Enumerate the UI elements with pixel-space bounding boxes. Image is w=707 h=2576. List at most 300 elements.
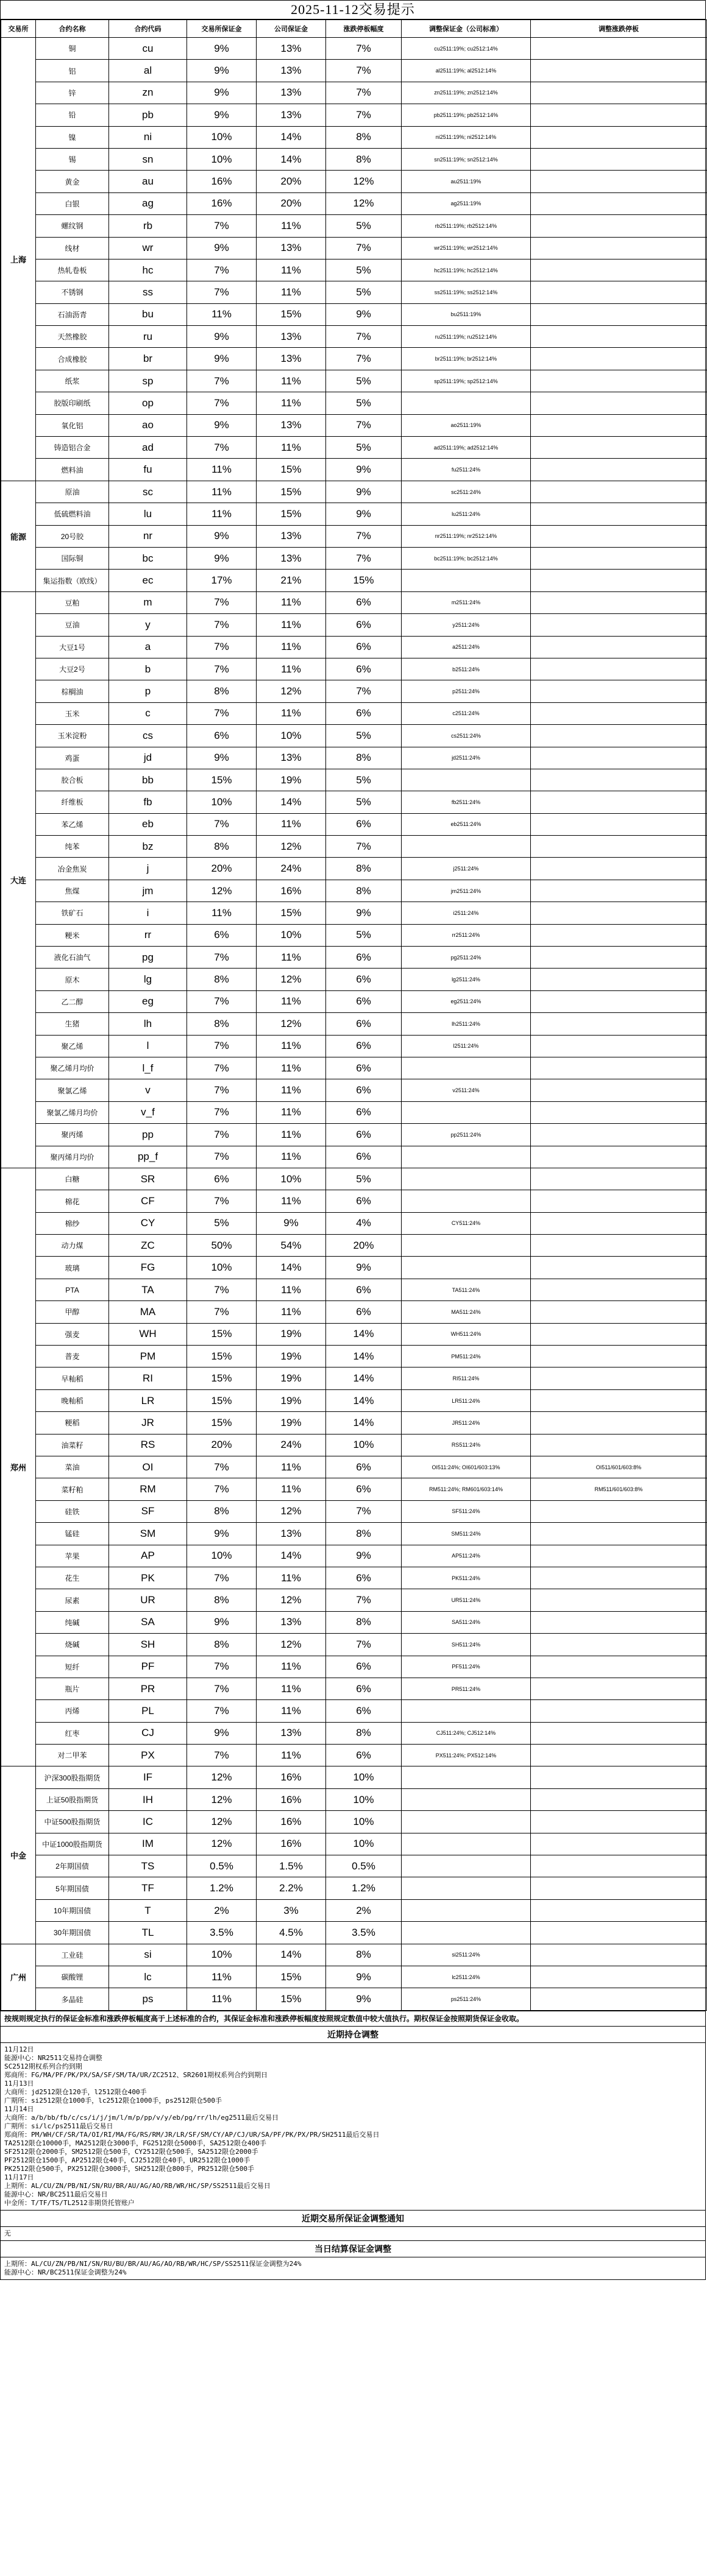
company-margin: 19% [257,1323,326,1345]
adjusted-price-limit [531,1545,707,1567]
contract-name: 聚丙烯月均价 [36,1146,109,1168]
contract-name: 铸造铝合金 [36,437,109,459]
contract-name: 焦煤 [36,880,109,902]
adjusted-margin: eg2511:24% [402,990,531,1012]
contract-name: 菜油 [36,1456,109,1478]
adjusted-price-limit [531,969,707,990]
contract-name: 早籼稻 [36,1367,109,1389]
company-margin: 15% [257,1988,326,2010]
adjusted-margin [402,1922,531,1944]
company-margin: 21% [257,570,326,591]
table-row [1,858,707,880]
contract-code: LR [109,1389,187,1411]
company-margin: 11% [257,1035,326,1057]
price-limit: 10% [326,1434,402,1456]
company-margin: 13% [257,1611,326,1633]
price-limit: 6% [326,947,402,969]
adjusted-price-limit [531,1212,707,1234]
adjusted-price-limit [531,1944,707,1966]
adjusted-price-limit [531,481,707,503]
contract-name: 胶合板 [36,769,109,791]
price-limit: 6% [326,636,402,658]
company-margin: 16% [257,880,326,902]
exchange-margin: 7% [187,1456,257,1478]
adjusted-margin: CY511:24% [402,1212,531,1234]
contract-code: ru [109,326,187,348]
table-row [1,481,707,503]
adjusted-price-limit [531,547,707,569]
adjusted-margin [402,1855,531,1877]
contract-code: lg [109,969,187,990]
exchange-margin: 9% [187,414,257,436]
contract-code: wr [109,237,187,259]
contract-name: 铁矿石 [36,902,109,924]
contract-code: c [109,702,187,724]
price-limit: 6% [326,1700,402,1722]
adjusted-margin [402,1833,531,1855]
exchange-margin: 3.5% [187,1922,257,1944]
adjusted-price-limit [531,60,707,82]
contract-name: 纤维板 [36,791,109,813]
table-row [1,1257,707,1279]
table-row [1,1788,707,1810]
contract-name: 锡 [36,148,109,170]
price-limit: 7% [326,60,402,82]
contract-name: 20号胶 [36,525,109,547]
company-margin: 11% [257,1745,326,1766]
contract-name: 氧化铝 [36,414,109,436]
adjusted-margin: wr2511:19%; wr2512:14% [402,237,531,259]
contract-code: lu [109,503,187,525]
adjusted-price-limit [531,1101,707,1123]
adjusted-price-limit [531,1389,707,1411]
table-row [1,392,707,414]
adjusted-price-limit [531,1855,707,1877]
adjusted-price-limit [531,747,707,769]
exchange-margin: 12% [187,1833,257,1855]
contract-name: 集运指数（欧线） [36,570,109,591]
price-limit: 6% [326,1035,402,1057]
company-margin: 16% [257,1833,326,1855]
company-margin: 14% [257,791,326,813]
company-margin: 24% [257,1434,326,1456]
exchange-margin: 8% [187,1589,257,1611]
company-margin: 11% [257,1456,326,1478]
adjusted-margin [402,769,531,791]
adjusted-margin: ss2511:19%; ss2512:14% [402,281,531,303]
adjusted-margin [402,1168,531,1190]
column-header: 涨跌停板幅度 [326,20,402,38]
adjusted-margin: PK511:24% [402,1567,531,1589]
company-margin: 15% [257,1966,326,1988]
price-limit: 1.2% [326,1877,402,1899]
table-row [1,902,707,924]
contract-name: 冶金焦炭 [36,858,109,880]
adjusted-price-limit [531,591,707,613]
contract-name: 豆油 [36,614,109,636]
contract-code: fu [109,459,187,481]
contract-code: bz [109,836,187,858]
adjusted-margin: JR511:24% [402,1412,531,1434]
table-row [1,60,707,82]
table-row [1,1235,707,1257]
price-limit: 6% [326,1101,402,1123]
company-margin: 10% [257,725,326,747]
table-row [1,259,707,281]
contract-code: hc [109,259,187,281]
exchange-margin: 11% [187,902,257,924]
table-row [1,1035,707,1057]
exchange-margin: 7% [187,1301,257,1323]
price-limit: 8% [326,1523,402,1545]
contract-name: 工业硅 [36,1944,109,1966]
adjusted-margin: SH511:24% [402,1634,531,1656]
section-body: 无 [1,2226,705,2240]
contract-name: 白糖 [36,1168,109,1190]
company-margin: 13% [257,82,326,104]
company-margin: 2.2% [257,1877,326,1899]
exchange-margin: 8% [187,1634,257,1656]
contract-code: bb [109,769,187,791]
company-margin: 13% [257,326,326,348]
price-limit: 6% [326,658,402,680]
contract-name: 甲醇 [36,1301,109,1323]
table-row [1,348,707,370]
contract-code: PM [109,1346,187,1367]
adjusted-price-limit [531,525,707,547]
company-margin: 14% [257,1545,326,1567]
contract-code: IC [109,1811,187,1833]
table-row [1,725,707,747]
contract-name: 聚丙烯 [36,1124,109,1146]
contract-code: rb [109,215,187,237]
adjusted-margin: RS511:24% [402,1434,531,1456]
contract-code: op [109,392,187,414]
company-margin: 11% [257,1478,326,1500]
table-row [1,437,707,459]
table-row [1,791,707,813]
price-limit: 7% [326,348,402,370]
table-row [1,1722,707,1744]
company-margin: 15% [257,902,326,924]
contract-name: 聚乙烯月均价 [36,1057,109,1079]
contract-name: 镍 [36,126,109,148]
price-limit: 8% [326,148,402,170]
exchange-margin: 9% [187,348,257,370]
adjusted-price-limit [531,38,707,60]
table-row [1,1101,707,1123]
contract-name: 沪深300股指期货 [36,1766,109,1788]
price-limit: 8% [326,747,402,769]
contract-code: a [109,636,187,658]
adjusted-price-limit [531,1877,707,1899]
exchange-margin: 10% [187,1944,257,1966]
table-row [1,1634,707,1656]
adjusted-price-limit: RM511/601/603:8% [531,1478,707,1500]
table-row [1,414,707,436]
adjusted-margin: LR511:24% [402,1389,531,1411]
company-margin: 19% [257,1389,326,1411]
contract-code: MA [109,1301,187,1323]
exchange-margin: 7% [187,1146,257,1168]
table-row [1,1079,707,1101]
contract-name: 玉米淀粉 [36,725,109,747]
price-limit: 9% [326,1966,402,1988]
exchange-margin: 11% [187,503,257,525]
exchange-margin: 11% [187,303,257,325]
adjusted-price-limit [531,902,707,924]
exchange-margin: 9% [187,1611,257,1633]
contract-name: 纯苯 [36,836,109,858]
price-limit: 7% [326,680,402,702]
contract-name: 花生 [36,1567,109,1589]
contract-name: 聚氯乙烯 [36,1079,109,1101]
margin-table [1,19,707,2011]
company-margin: 13% [257,747,326,769]
exchange-margin: 7% [187,370,257,392]
price-limit: 7% [326,547,402,569]
adjusted-price-limit [531,370,707,392]
company-margin: 11% [257,1190,326,1212]
adjusted-price-limit [531,303,707,325]
price-limit: 5% [326,259,402,281]
adjusted-price-limit [531,1412,707,1434]
contract-name: 短纤 [36,1656,109,1678]
company-margin: 12% [257,1634,326,1656]
company-margin: 19% [257,1367,326,1389]
price-limit: 7% [326,38,402,60]
contract-name: 粳稻 [36,1412,109,1434]
adjusted-price-limit [531,192,707,214]
exchange-margin: 7% [187,392,257,414]
contract-code: TL [109,1922,187,1944]
contract-name: 豆粕 [36,591,109,613]
price-limit: 6% [326,813,402,835]
adjusted-price-limit [531,1523,707,1545]
exchange-margin: 8% [187,1500,257,1522]
adjusted-price-limit [531,104,707,126]
table-row [1,747,707,769]
contract-code: SM [109,1523,187,1545]
table-row [1,1389,707,1411]
adjusted-margin: ru2511:19%; ru2512:14% [402,326,531,348]
exchange-margin: 11% [187,1988,257,2010]
section-title: 近期交易所保证金调整通知 [1,2210,705,2226]
adjusted-price-limit [531,82,707,104]
price-limit: 5% [326,725,402,747]
price-limit: 6% [326,1057,402,1079]
adjusted-margin: PR511:24% [402,1678,531,1699]
adjusted-margin: zn2511:19%; zn2512:14% [402,82,531,104]
contract-code: CY [109,1212,187,1234]
adjusted-margin: rr2511:24% [402,924,531,946]
adjusted-margin: lu2511:24% [402,503,531,525]
price-limit: 9% [326,481,402,503]
adjusted-margin: bu2511:19% [402,303,531,325]
adjusted-price-limit [531,1678,707,1699]
contract-code: ZC [109,1235,187,1257]
exchange-margin: 7% [187,1478,257,1500]
price-limit: 7% [326,414,402,436]
contract-code: y [109,614,187,636]
exchange-margin: 9% [187,326,257,348]
price-limit: 15% [326,570,402,591]
adjusted-margin: a2511:24% [402,636,531,658]
contract-name: 棉纱 [36,1212,109,1234]
section-title: 当日结算保证金调整 [1,2240,705,2257]
contract-name: 中证1000股指期货 [36,1833,109,1855]
adjusted-price-limit [531,1057,707,1079]
adjusted-margin: lc2511:24% [402,1966,531,1988]
exchange-margin: 9% [187,1722,257,1744]
table-row [1,1279,707,1300]
adjusted-margin: ao2511:19% [402,414,531,436]
adjusted-margin: CJ511:24%; CJ512:14% [402,1722,531,1744]
contract-name: 棉花 [36,1190,109,1212]
adjusted-price-limit [531,947,707,969]
contract-name: 2年期国债 [36,1855,109,1877]
exchange-margin: 9% [187,525,257,547]
price-limit: 6% [326,1279,402,1300]
price-limit: 8% [326,1611,402,1633]
adjusted-margin: si2511:24% [402,1944,531,1966]
price-limit: 6% [326,1745,402,1766]
company-margin: 3% [257,1899,326,1921]
adjusted-margin: au2511:19% [402,171,531,192]
adjusted-price-limit [531,836,707,858]
adjusted-margin: l2511:24% [402,1035,531,1057]
company-margin: 19% [257,769,326,791]
contract-name: 强麦 [36,1323,109,1345]
adjusted-margin [402,1146,531,1168]
exchange-margin: 12% [187,1811,257,1833]
adjusted-price-limit [531,1279,707,1300]
exchange-margin: 15% [187,1346,257,1367]
contract-code: nr [109,525,187,547]
contract-name: 铅 [36,104,109,126]
company-margin: 11% [257,990,326,1012]
table-row [1,171,707,192]
company-margin: 12% [257,1500,326,1522]
table-row [1,702,707,724]
exchange-margin: 8% [187,1013,257,1035]
price-limit: 8% [326,858,402,880]
adjusted-margin: ps2511:24% [402,1988,531,2010]
contract-code: br [109,348,187,370]
table-row [1,614,707,636]
exchange-margin: 6% [187,1168,257,1190]
adjusted-price-limit [531,1235,707,1257]
adjusted-price-limit [531,1745,707,1766]
exchange-margin: 16% [187,192,257,214]
adjusted-price-limit [531,326,707,348]
adjusted-margin: RI511:24% [402,1367,531,1389]
adjusted-price-limit [531,614,707,636]
company-margin: 15% [257,303,326,325]
exchange-margin: 10% [187,148,257,170]
company-margin: 12% [257,1589,326,1611]
company-margin: 13% [257,547,326,569]
contract-name: 鸡蛋 [36,747,109,769]
adjusted-margin: br2511:19%; br2512:14% [402,348,531,370]
adjusted-margin: y2511:24% [402,614,531,636]
column-header: 交易所 [1,20,36,38]
adjusted-price-limit [531,1656,707,1678]
company-margin: 12% [257,969,326,990]
contract-code: ni [109,126,187,148]
exchange-margin: 11% [187,459,257,481]
adjusted-price-limit [531,1367,707,1389]
contract-name: 热轧卷板 [36,259,109,281]
adjusted-margin [402,1899,531,1921]
exchange-margin: 12% [187,1788,257,1810]
table-row [1,503,707,525]
contract-code: v [109,1079,187,1101]
exchange-margin: 7% [187,1700,257,1722]
contract-code: WH [109,1323,187,1345]
exchange-margin: 8% [187,969,257,990]
contract-code: CF [109,1190,187,1212]
table-row [1,1922,707,1944]
contract-name: 石油沥青 [36,303,109,325]
contract-name: 燃料油 [36,459,109,481]
contract-code: bc [109,547,187,569]
exchange-margin: 7% [187,1678,257,1699]
adjusted-price-limit [531,171,707,192]
contract-name: 胶版印刷纸 [36,392,109,414]
adjusted-price-limit [531,1788,707,1810]
contract-code: UR [109,1589,187,1611]
contract-code: sp [109,370,187,392]
adjusted-price-limit [531,503,707,525]
contract-code: p [109,680,187,702]
adjusted-margin: sc2511:24% [402,481,531,503]
adjusted-price-limit [531,1257,707,1279]
table-row [1,1168,707,1190]
contract-code: bu [109,303,187,325]
adjusted-price-limit [531,1124,707,1146]
contract-name: 原油 [36,481,109,503]
company-margin: 14% [257,1944,326,1966]
exchange-margin: 9% [187,1523,257,1545]
table-row [1,924,707,946]
exchange-margin: 7% [187,1057,257,1079]
price-limit: 7% [326,104,402,126]
price-limit: 10% [326,1788,402,1810]
table-row [1,547,707,569]
contract-code: AP [109,1545,187,1567]
adjusted-price-limit [531,791,707,813]
table-row [1,1899,707,1921]
adjusted-margin: cu2511:19%; cu2512:14% [402,38,531,60]
exchange-margin: 6% [187,924,257,946]
price-limit: 14% [326,1346,402,1367]
contract-code: m [109,591,187,613]
contract-name: 不锈钢 [36,281,109,303]
price-limit: 6% [326,1079,402,1101]
table-row [1,1323,707,1345]
company-margin: 9% [257,1212,326,1234]
table-row [1,459,707,481]
price-limit: 10% [326,1766,402,1788]
company-margin: 11% [257,1124,326,1146]
adjusted-margin: j2511:24% [402,858,531,880]
price-limit: 9% [326,1988,402,2010]
contract-code: pp_f [109,1146,187,1168]
contract-name: 动力煤 [36,1235,109,1257]
contract-name: 合成橡胶 [36,348,109,370]
adjusted-price-limit [531,1079,707,1101]
